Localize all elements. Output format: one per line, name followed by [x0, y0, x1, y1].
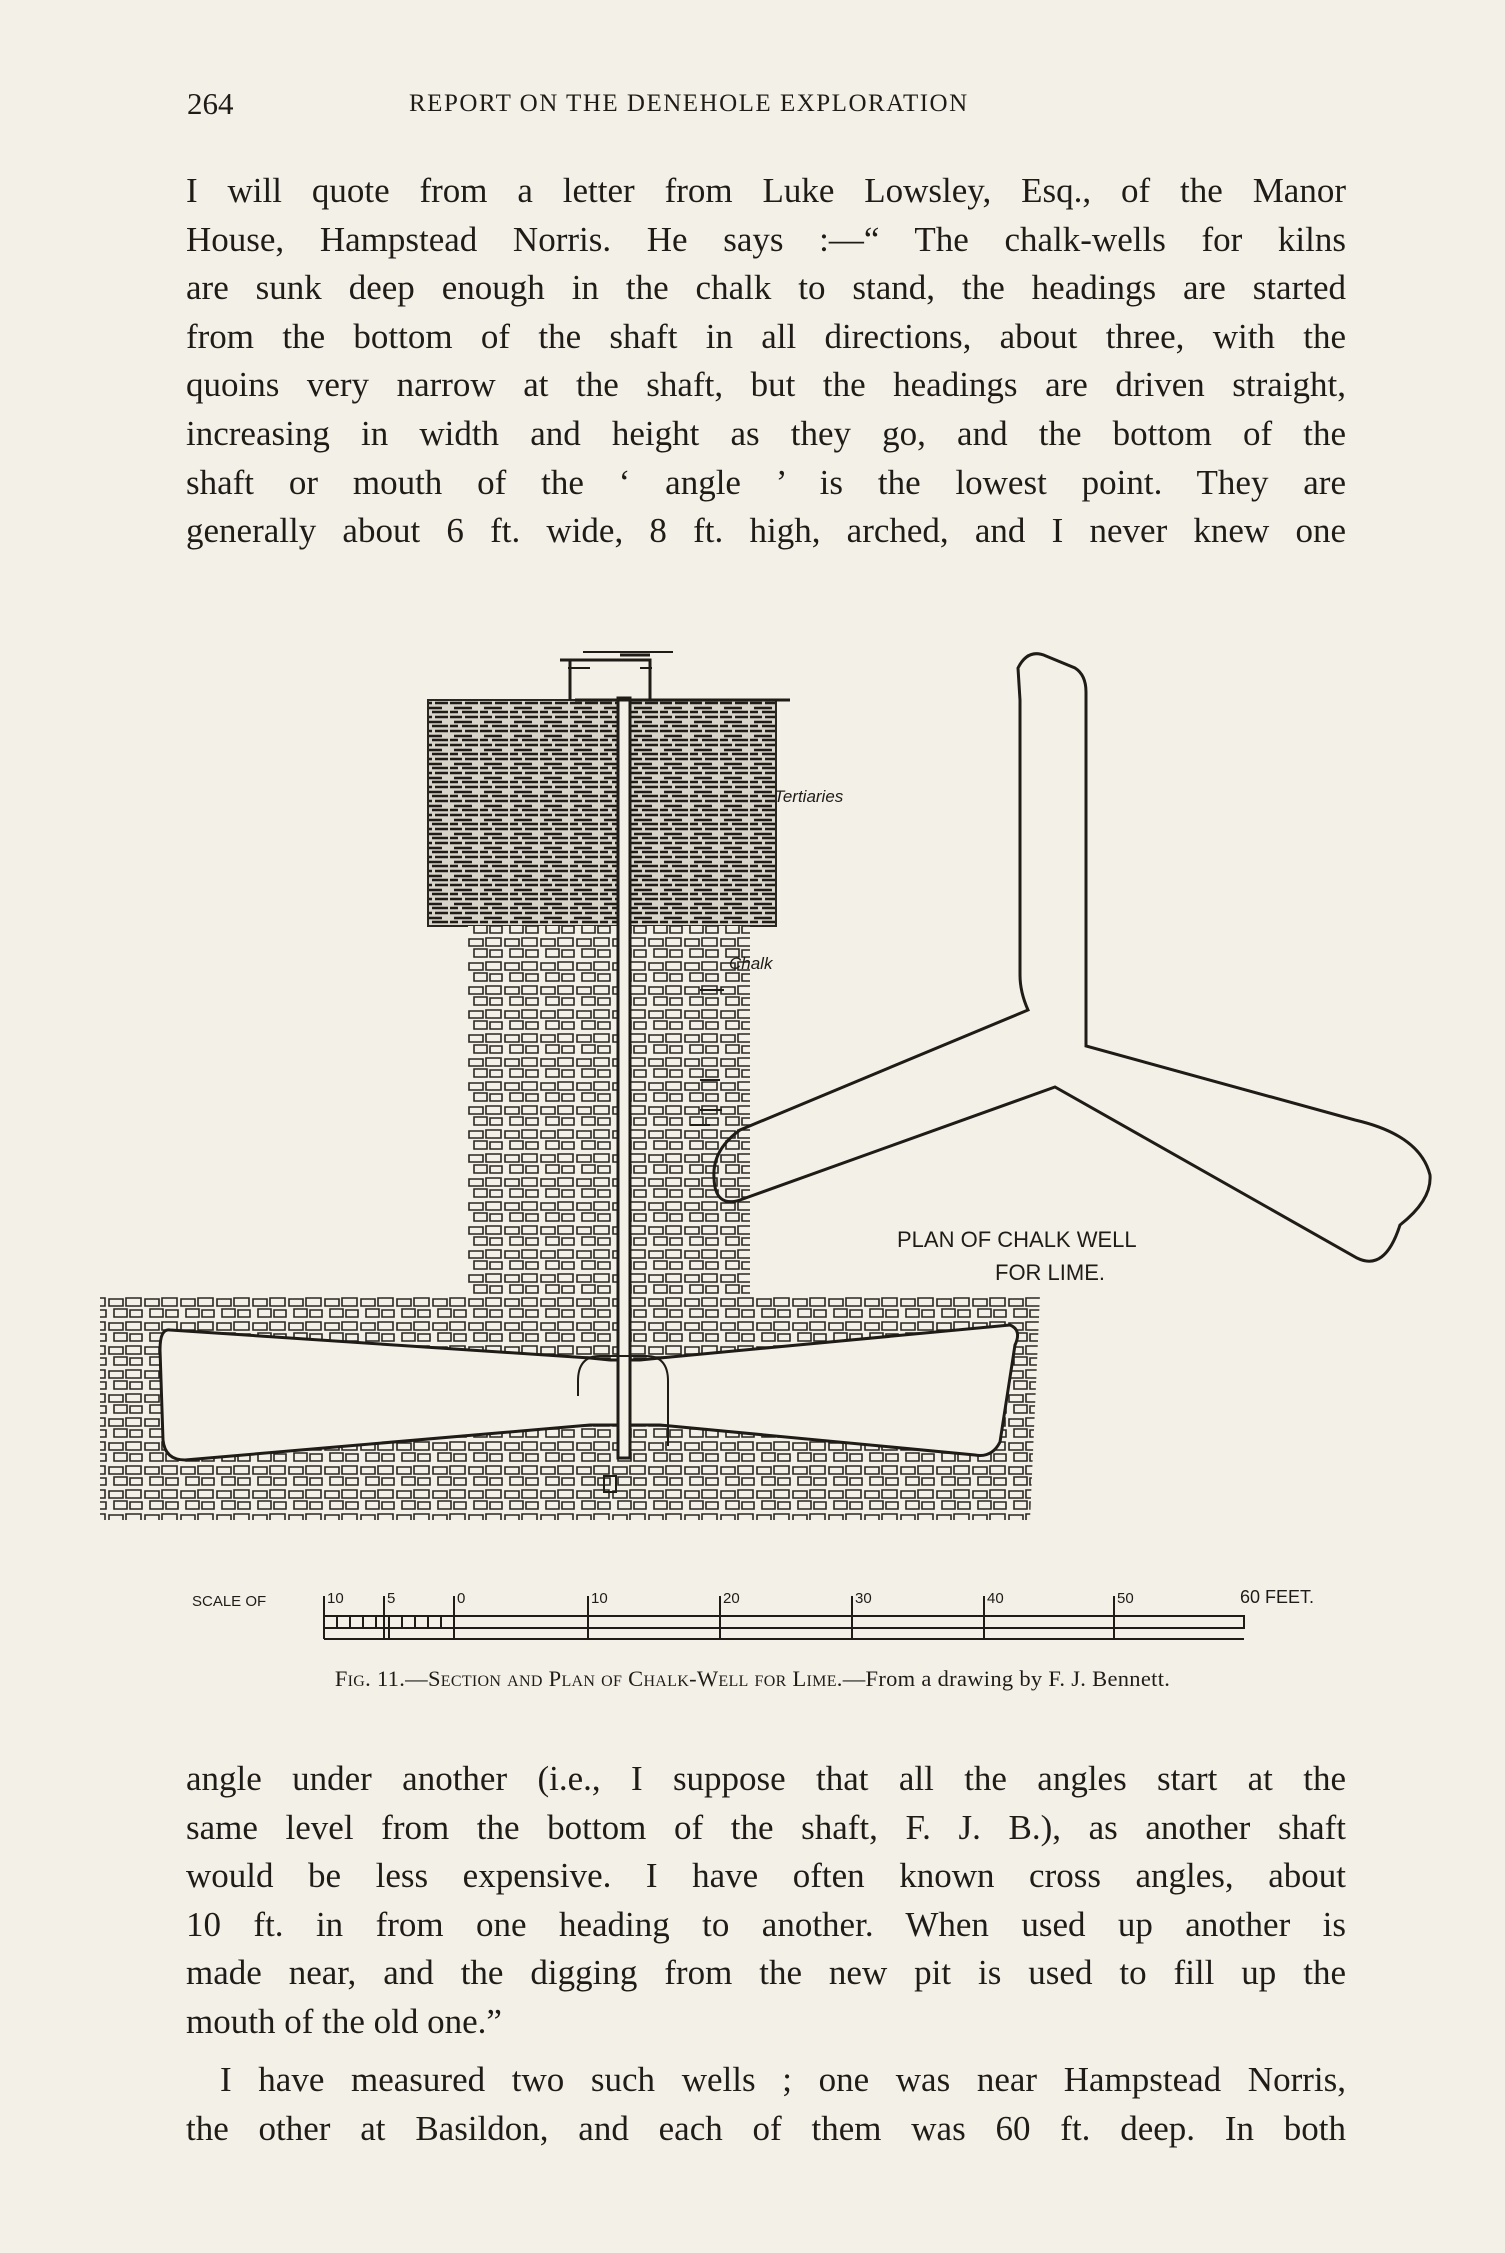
- text-line: I will quote from a letter from Luke Lowsley, Esq., of the Manor: [186, 171, 1346, 210]
- text-line: mouth of the old one.”: [186, 2001, 502, 2041]
- scale-ticks: [324, 1590, 1134, 1639]
- text-line: generally about 6 ft. wide, 8 ft. high, arched, and I never knew one: [186, 511, 1346, 551]
- scale-tick-label: 10: [327, 1590, 344, 1607]
- scale-rule: [324, 1616, 1244, 1628]
- plan-drawing: [714, 654, 1430, 1285]
- text-line: are sunk deep enough in the chalk to stand, the headings are started: [186, 268, 1346, 308]
- scale-label: SCALE OF: [192, 1593, 267, 1610]
- section-drawing: [100, 652, 1040, 1520]
- text-line: I have measured two such wells ; one was near Hampstead Norris,: [220, 2060, 1346, 2099]
- caption-credit: —From a drawing by F. J. Bennett.: [842, 1666, 1171, 1691]
- text-line: House, Hampstead Norris. He says :—“ The chalk-wells for kilns: [186, 219, 1346, 259]
- text-line: made near, and the digging from the new pit is used to fill up the: [186, 1953, 1346, 1993]
- shaft: [618, 698, 630, 1458]
- text-line: from the bottom of the shaft in all directions, about three, with the: [186, 316, 1346, 356]
- label-chalk: Chalk: [729, 954, 773, 973]
- scale-bar: [192, 1587, 1314, 1639]
- scale-tick-label: 10: [591, 1590, 608, 1607]
- text-line: increasing in width and height as they go, and the bottom of the: [186, 413, 1346, 453]
- text-line: angle under another (i.e., I suppose that all the angles start at the: [186, 1759, 1346, 1798]
- scale-end-label: 60 FEET.: [1240, 1587, 1315, 1607]
- chalk-masonry-right: [628, 926, 750, 1298]
- caption-figure-number: Fig. 11.: [334, 1666, 406, 1691]
- plan-outline: [714, 654, 1430, 1261]
- plan-label-line-1: PLAN OF CHALK WELL: [897, 1227, 1137, 1252]
- paragraph-measured-wells: [186, 2056, 1346, 2153]
- page-number: 264: [187, 86, 234, 121]
- text-line: would be less expensive. I have often known cross angles, about: [186, 1856, 1346, 1896]
- tertiaries-strata-right: [628, 700, 776, 926]
- chalk-masonry-left: [468, 926, 618, 1298]
- scale-tick-label: 20: [723, 1590, 740, 1607]
- scale-tick-label: 5: [387, 1590, 396, 1607]
- caption-title: —Section and Plan of Chalk-Well for Lime.: [405, 1666, 843, 1691]
- text-line: shaft or mouth of the ‘ angle ’ is the lowest point. They are: [186, 462, 1346, 502]
- scale-tick-label: 30: [855, 1590, 872, 1607]
- scale-tick-label: 0: [457, 1590, 466, 1607]
- figure-caption: [0, 1666, 1505, 1692]
- plan-label-line-2: FOR LIME.: [995, 1260, 1106, 1285]
- text-line: the other at Basildon, and each of them was 60 ft. deep. In both: [186, 2108, 1346, 2148]
- scale-tick-label: 40: [987, 1590, 1004, 1607]
- windlass-frame: [560, 655, 650, 700]
- text-line: quoins very narrow at the shaft, but the headings are driven straight,: [186, 365, 1346, 405]
- scale-tick-label: 50: [1117, 1590, 1134, 1607]
- running-head: REPORT ON THE DENEHOLE EXPLORATION: [409, 90, 969, 117]
- tertiaries-strata-left: [428, 700, 618, 926]
- text-line: same level from the bottom of the shaft, F. J. B.), as another shaft: [186, 1807, 1346, 1847]
- text-line: 10 ft. in from one heading to another. When used up another is: [186, 1904, 1346, 1944]
- label-tertiaries: Tertiaries: [774, 787, 844, 806]
- paragraph-letter-continued: [186, 1755, 1346, 2047]
